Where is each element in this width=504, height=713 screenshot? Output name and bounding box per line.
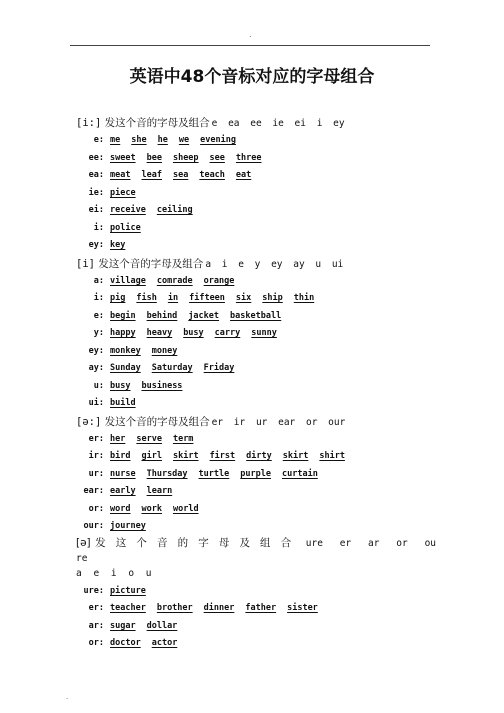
example-word: ceiling — [156, 205, 193, 215]
example-word: receive — [110, 205, 146, 215]
example-word: behind — [146, 310, 178, 321]
row-key: ear: — [83, 486, 104, 496]
row-key: a: — [93, 275, 104, 286]
example-word: pig — [110, 293, 126, 303]
example-word: three — [235, 152, 262, 163]
row-key: or: — [88, 638, 104, 648]
heading-label: 发这个音的字母及组合 — [94, 257, 204, 270]
example-word: dinner — [203, 603, 235, 613]
row-key: ei: — [88, 205, 104, 215]
example-word: brother — [156, 603, 193, 613]
example-word: word — [110, 503, 131, 514]
example-word: me — [110, 135, 121, 145]
example-word: serve — [136, 433, 162, 444]
example-word: sheep — [172, 152, 199, 163]
row-key: ure: — [83, 585, 104, 596]
row-key: e: — [93, 310, 104, 321]
example-word: six — [235, 293, 252, 303]
section-heading — [76, 536, 436, 566]
example-word: work — [141, 503, 162, 514]
example-word: thin — [293, 293, 315, 303]
example-word: village — [110, 275, 146, 286]
section-heading — [76, 255, 436, 273]
heading-letters: a i e y ey ay u ui — [205, 258, 344, 270]
example-word: fish — [136, 293, 157, 303]
example-row — [76, 518, 436, 536]
row-key: i: — [93, 222, 104, 233]
example-word: orange — [203, 275, 235, 286]
row-key: ey: — [88, 240, 104, 250]
example-word: turtle — [198, 468, 230, 479]
example-word: see — [209, 152, 225, 163]
row-key: ea: — [88, 170, 104, 180]
example-word: key — [110, 240, 126, 250]
example-word: teach — [199, 170, 225, 180]
page-title: 英语中48个音标对应的字母组合 — [129, 67, 375, 87]
example-word: her — [110, 433, 126, 444]
example-row — [76, 635, 436, 653]
example-word: Friday — [203, 363, 235, 373]
example-word: leaf — [141, 170, 162, 180]
example-row — [76, 343, 436, 361]
example-word: happy — [110, 328, 136, 338]
example-word: she — [131, 135, 147, 145]
example-word: world — [172, 503, 199, 514]
heading-letters: ure er ar or ou re — [76, 537, 437, 564]
example-word: basketball — [230, 310, 282, 321]
phoneme: [i:] — [76, 117, 102, 129]
row-key: ee: — [88, 152, 104, 163]
example-row — [76, 431, 436, 449]
header-mark: . — [249, 30, 252, 39]
example-word: term — [172, 433, 194, 444]
example-row — [76, 618, 436, 636]
example-row — [76, 308, 436, 326]
example-row — [76, 600, 436, 618]
row-key: er: — [88, 433, 104, 444]
row-key: y: — [93, 328, 104, 338]
example-row — [76, 202, 436, 220]
row-key: ui: — [88, 398, 104, 408]
example-word: dollar — [146, 620, 178, 631]
example-word: shirt — [319, 451, 345, 461]
phoneme: [ə] — [76, 536, 91, 549]
example-word: he — [157, 135, 168, 145]
example-word: police — [110, 222, 141, 233]
example-word: monkey — [110, 345, 141, 356]
example-word: skirt — [172, 451, 199, 461]
heading-label: 发这个音的字母及组合 — [95, 536, 302, 549]
phoneme: [ə:] — [76, 415, 102, 428]
example-word: begin — [110, 310, 136, 321]
example-word: busy — [183, 328, 204, 338]
row-key: u: — [93, 380, 104, 391]
example-word: actor — [151, 638, 178, 648]
example-row — [76, 466, 436, 484]
example-word: Sunday — [110, 363, 141, 373]
example-row — [76, 237, 436, 255]
example-word: heavy — [146, 328, 173, 338]
row-key: ar: — [88, 620, 104, 631]
example-word: in — [167, 293, 179, 303]
row-key: ay: — [88, 363, 104, 373]
example-row — [76, 325, 436, 343]
example-word: ship — [262, 293, 283, 303]
example-row — [76, 378, 436, 396]
example-word: sister — [287, 603, 318, 613]
example-row — [76, 448, 436, 466]
example-word: build — [110, 398, 136, 408]
section-heading — [76, 413, 436, 431]
row-key: ir: — [88, 451, 104, 461]
row-key: ur: — [88, 468, 104, 479]
row-key: ie: — [88, 187, 104, 198]
example-row — [76, 501, 436, 519]
example-word: curtain — [281, 468, 318, 479]
example-word: journey — [110, 521, 146, 531]
header-rule — [70, 45, 430, 46]
example-word: money — [151, 345, 178, 356]
phonics-content — [76, 114, 436, 653]
heading-letters-continued: a e i o u — [76, 567, 152, 579]
example-word: piece — [110, 187, 136, 198]
example-word: comrade — [156, 275, 193, 286]
example-word: nurse — [110, 468, 136, 479]
example-word: sweet — [110, 152, 136, 163]
example-row — [76, 185, 436, 203]
example-word: first — [209, 451, 236, 461]
example-word: evening — [200, 135, 236, 145]
example-row — [76, 132, 436, 150]
example-row — [76, 167, 436, 185]
row-key: er: — [88, 603, 104, 613]
example-row — [76, 360, 436, 378]
example-row — [76, 583, 436, 601]
example-row — [76, 290, 436, 308]
heading-label: 发这个音的字母及组合 — [101, 415, 210, 428]
example-word: sunny — [251, 328, 277, 338]
example-word: early — [110, 486, 136, 496]
row-key: i: — [93, 293, 104, 303]
example-row — [76, 273, 436, 291]
row-key: ey: — [88, 345, 104, 356]
example-row — [76, 150, 436, 168]
row-key: our: — [83, 521, 104, 531]
section-heading — [76, 114, 436, 132]
example-word: sugar — [110, 620, 136, 631]
example-word: busy — [110, 380, 131, 391]
example-word: girl — [141, 451, 162, 461]
example-word: bee — [146, 152, 162, 163]
example-word: sea — [172, 170, 189, 180]
heading-label: 发这个音的字母及组合 — [101, 117, 210, 129]
example-word: father — [245, 603, 277, 613]
example-word: we — [178, 135, 190, 145]
example-word: skirt — [282, 451, 309, 461]
example-row — [76, 483, 436, 501]
footer-mark: . — [66, 692, 69, 701]
row-key: e: — [93, 135, 104, 145]
example-row — [76, 395, 436, 413]
example-word: Thursday — [146, 468, 188, 479]
phoneme: [i] — [76, 257, 95, 270]
example-word: business — [141, 380, 183, 391]
example-word: Saturday — [151, 363, 193, 373]
example-word: eat — [235, 170, 252, 180]
example-row — [76, 220, 436, 238]
heading-letters: er ir ur ear or our — [211, 416, 346, 428]
example-word: meat — [110, 170, 131, 180]
example-word: doctor — [110, 638, 141, 648]
example-word: carry — [214, 328, 241, 338]
heading-letters: e ea ee ie ei i ey — [211, 118, 345, 129]
row-key: or: — [88, 503, 104, 514]
example-word: fifteen — [189, 293, 225, 303]
example-word: teacher — [110, 603, 146, 613]
example-word: dirty — [246, 451, 272, 461]
example-word: jacket — [188, 310, 220, 321]
example-word: bird — [110, 451, 131, 461]
example-word: picture — [110, 585, 146, 596]
example-word: purple — [240, 468, 271, 479]
example-word: learn — [146, 486, 173, 496]
